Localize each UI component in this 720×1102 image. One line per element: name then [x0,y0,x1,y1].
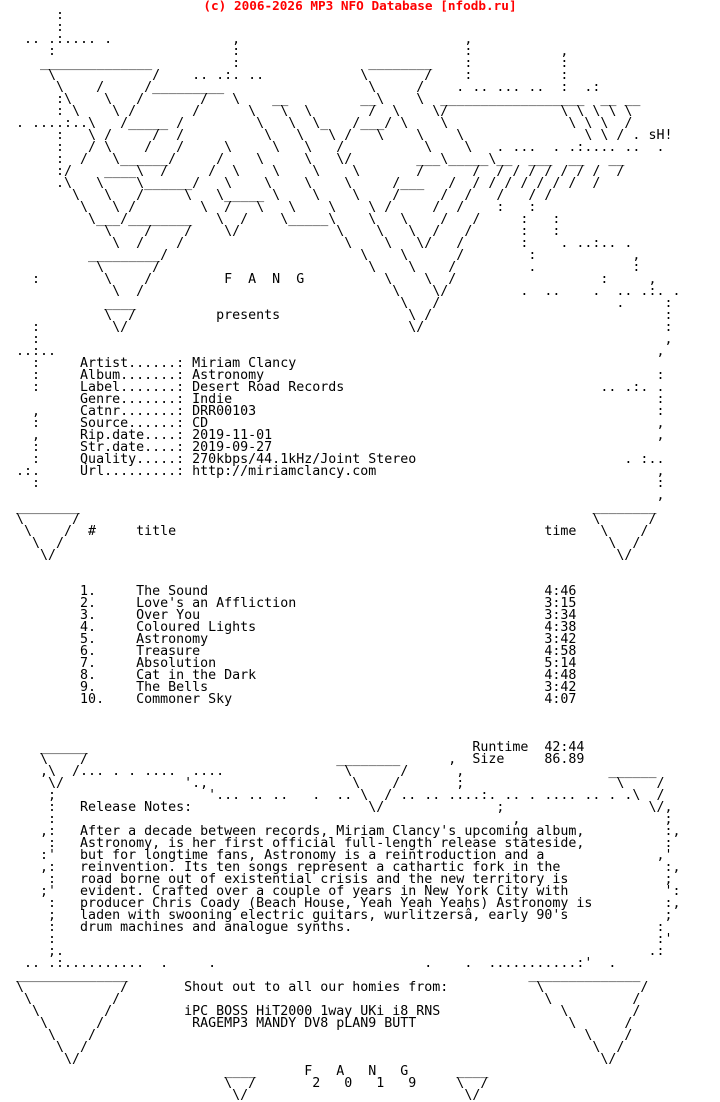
nfo-line: ,: reinvention. Its ten songs represent a cathartic fork in the :, [0,860,681,875]
nfo-line: \/ \/ [0,1088,481,1102]
nfo-line: .. .:.......... . . . . ...........:' . [0,956,617,971]
nfo-line: ________ ________ [0,500,657,515]
nfo-line: 2. Love's an Affliction 3:15 [0,596,577,611]
nfo-line: \ / \ / [0,512,657,527]
nfo-line: : : : , [0,44,569,59]
nfo-line: : / \______/ / \ \ \/ ___\_____\__ ___ __ __ [0,152,625,167]
nfo-line: : Str.date....: 2019-09-27 [0,440,273,455]
nfo-line: _________/ \ \ / : , [0,248,641,263]
nfo-line: :/ ____\ / / \ \ \ \ / / / / / / / / / / [0,164,625,179]
nfo-line: : : [0,476,665,491]
nfo-line: : Album.......: Astronomy : [0,368,665,383]
nfo-line: \ / / \ \ \/ / : . ..:.. . [0,236,633,251]
nfo-line: : \ / / / \ \ \ / \ \ \ \ \ / . sH! [0,128,673,143]
nfo-line: 6. Treasure 4:58 [0,644,577,659]
nfo-line: : \ \ / / \ \ \ / \ \/ \ \ \ \ \ [0,104,633,119]
nfo-line: \/ \/ [0,548,633,563]
nfo-line: ..:.. , [0,344,665,359]
nfo-line: 10. Commoner Sky 4:07 [0,692,577,707]
nfo-line: : [0,10,65,23]
nfo-line: ______ Runtime 42:44 [0,740,585,755]
nfo-line: \ / \ / [0,1040,625,1055]
nfo-line: ; laden with swooning electric guitars, wurlitzersâ, early 90's ; [0,908,673,923]
nfo-line: 7. Absolution 5:14 [0,656,577,671]
nfo-line: \ / Shout out to all our homies from: \ / [0,980,649,995]
nfo-line: ;. .: [0,944,665,959]
nfo-line: ,: After a decade between records, Miriam Clancy's upcoming album, :, [0,824,681,839]
site-header: (c) 2006-2026 MP3 NFO Database [nfodb.ru] [203,0,517,13]
nfo-line: :' but for longtime fans, Astronomy is a reintroduction and a ,' [0,848,673,863]
nfo-line: 9. The Bells 3:42 [0,680,577,695]
nfo-line: : producer Chris Coady (Beach House, Yeah Yeah Yeahs) Astronomy is :, [0,896,681,911]
nfo-line: : , [0,332,673,347]
nfo-line: \ / .. .:. .. \ / : : [0,68,569,83]
nfo-line: 4. Coloured Lights 4:38 [0,620,577,635]
nfo-line: \/ \/ [0,1052,617,1067]
nfo-line: \ / \ / [0,536,641,551]
nfo-line: : [0,20,65,35]
nfo-document [0,10,720,1102]
nfo-line: . ....:..\ /_____ / \ \ \_ /___/ \ \ \ \ \ / [0,116,633,131]
nfo-line: 3. Over You 3:34 [0,608,577,623]
nfo-line: : Artist......: Miriam Clancy [0,356,297,371]
nfo-line: .:. Url.........: http://miriamclancy.com , [0,464,665,479]
nfo-line: ____ \ / . : [0,296,673,311]
nfo-line: ;' evident. Crafted over a couple of years in New York City with ': [0,884,681,899]
nfo-line: \ / 2 0 1 9 \ / [0,1076,489,1091]
nfo-line: : Label.......: Desert Road Records .. .:. . [0,380,665,395]
nfo-line: ____ F A N G ____ [0,1064,489,1079]
nfo-line: : :' [0,932,673,947]
nfo-line: \ \ / \ / \ \ \ \ / / / : : [0,200,537,215]
nfo-line: \/ '., \ / ; \ / [0,776,665,791]
nfo-line: \ / presents \ / : [0,308,673,323]
nfo-line: \ / \ \ / . : [0,260,641,275]
nfo-line: : Release Notes: \/ ; \/, [0,800,673,815]
nfo-line: .. .:.... . , , [0,32,473,47]
nfo-line: \ / ________ , Size 86.89 [0,752,585,767]
nfo-line: ; '... .. .. . .. \ / .. .. ....:. .. . .... .. . .\ / [0,788,665,803]
nfo-line: : road borne out of existential crisis and the new territory is ; [0,872,673,887]
nfo-line: \ / / \/ \ \ \ / / : : [0,224,561,239]
nfo-line: ______________ : ________ : : [0,56,569,71]
nfo-line: : \/ \/ : [0,320,673,335]
nfo-line: \ / # title time \ / [0,524,649,539]
nfo-line: : Quality.....: 270kbps/44.1kHz/Joint Stereo . :.. [0,452,665,467]
nfo-line: \ / \ / [0,1028,633,1043]
nfo-line: 5. Astronomy 3:42 [0,632,577,647]
nfo-line: :\ \ / / \ __ __\ \ __________________ __ __ [0,92,641,107]
nfo-line: 1. The Sound 4:46 [0,584,577,599]
nfo-line: \ / \ \/ . .. . .. .:. . [0,284,681,299]
nfo-line: \ / iPC BOSS HiT2000 1way UKi i8 RNS \ / [0,1004,641,1019]
nfo-line: : Source......: CD , [0,416,665,431]
nfo-line: : Astronomy, is her first official full-length release stateside, : [0,836,673,851]
nfo-line: .\ \ \______/ \ \ \ \ /___ / / / / / / / / / [0,176,601,191]
nfo-line: \___/________ \ / \_____\ \ \ / / : : [0,212,561,227]
nfo-line: \ \ / \ \_____ \ \ \ / / / / / / [0,188,553,203]
nfo-line: Genre.......: Indie : [0,392,665,407]
nfo-line: , Rip.date....: 2019-11-01 , [0,428,665,443]
nfo-line: : \ / F A N G \ \ / : , [0,272,657,287]
nfo-line: : , ; [0,812,673,827]
nfo-line: ,\ /... . . .... .... \ / , ______ [0,764,657,779]
nfo-line: : drum machines and analogue synths. : [0,920,665,935]
nfo-line: ______________ ______________ [0,968,641,983]
nfo-line: : / \ / / \ \ \ / \ \ . ... . .:.... .. . [0,140,665,155]
nfo-line: \ / RAGEMP3 MANDY DV8 pLAN9 BUTT \ / [0,1016,633,1031]
nfo-line: 8. Cat in the Dark 4:48 [0,668,577,683]
nfo-line: \ / /_________ \ / . .. ... .. : .: [0,80,601,95]
nfo-line: , Catnr.......: DRR00103 : [0,404,665,419]
nfo-line: , [0,488,665,503]
nfo-line: \ / \ / [0,992,641,1007]
